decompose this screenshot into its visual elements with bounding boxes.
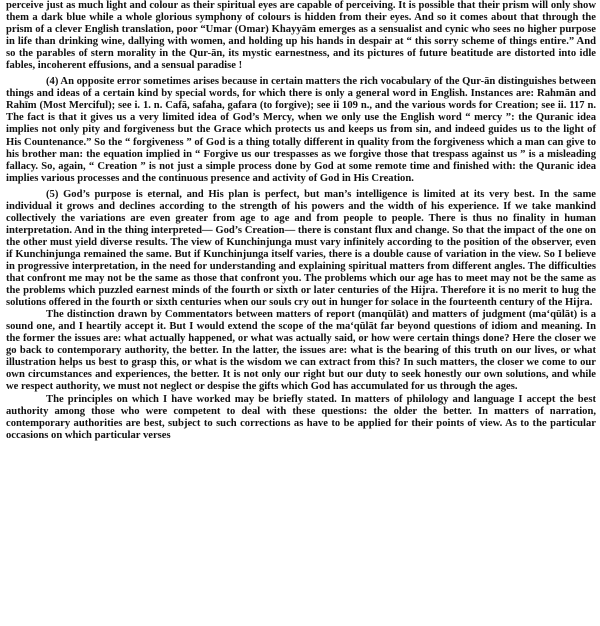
paragraph-point-5-interpretation: (5) God’s purpose is eternal, and His plan is perfect, but man’s intelligence is limited at its very best. In the same individual it grows and declines according to the strength of his powers and the width of his experience. If we take mankind collectively the variations are even greater from age to age and from people to people. There is thus no finality in human interpretation. And in the thing interpreted— God’s Creation— there is constant flux and change. So that the impact of the one on the other must yield diverse results. The view of Kunchinjunga must vary infinitely according to the position of the observer, even if Kunchinjunga remained the same. But if Kunchinjunga itself varies, there is a double cause of variation in the view. So I believe in progressive interpretation, in the need for understanding and explaining spiritual matters from different angles. The difficulties that confront me may not be the same as those that confront you. The problems which our age has to meet may not be the same as the problems which puzzled earnest minds of the fourth or sixth or later centuries of the Hijra. Therefore it is no merit to hug the solutions offered in the fourth or sixth centuries when our souls cry out in hunger for solace in the fourteenth century of the Hijra. [6,188,596,309]
paragraph-translation-prism: perceive just as much light and colour as their spiritual eyes are capable of perceiving. It is possible that their prism will only show them a dark blue while a whole glorious symphony of colours is hidden from their eyes. And so it comes about that through the prism of a clever English translation, poor “Umar (Omar) Khayyām emerges as a sensualist and cynic who sees no higher purpose in life than drinking wine, dallying with women, and holding up his hands in despair at “ this sorry scheme of things entire.” And so the parables of stern morality in the Qur-ān, its mystic earnestness, and its pictures of future beatitude are distorted into idle fables, incoherent effusions, and a sensual paradise ! [6,0,596,72]
paragraph-principles: The principles on which I have worked may be briefly stated. In matters of philology and language I accept the best authority among those who were competent to deal with these questions: the older the better. In matters of narration, contemporary authorities are best, subject to such corrections as have to be applied for their points of view. As to the particular occasions on which particular verses [6,393,596,441]
paragraph-report-and-judgment: The distinction drawn by Commentators between matters of report (manqūlāt) and matters of judgment (ma‘qūlāt) is a sound one, and I heartily accept it. But I would extend the scope of the ma‘qūlāt far beyond questions of idiom and meaning. In the former the issues are: what actually happened, or what was actually said, or how were certain things done? Here the closer we go back to contemporary authority, the better. In the latter, the issues are: what is the bearing of this truth on our lives, or what illustration helps us best to grasp this, or what is the wisdom we can extract from this? In such matters, the closer we come to our own circumstances and experiences, the better. It is not only our right but our duty to seek honestly our own solutions, and while we respect authority, we must not neglect or despise the gifts which God has accumulated for us through the ages. [6,309,596,393]
paragraph-point-4-vocabulary: (4) An opposite error sometimes arises because in certain matters the rich vocabulary of the Qur-ān distinguishes between things and ideas of a certain kind by special words, for which there is only a general word in English. Instances are: Rahmān and Rahīm (Most Merciful); see i. 1. n. Cafā, safaha, gafara (to forgive); see ii 109 n., and the various words for Creation; see ii. 117 n. The fact is that it gives us a very limited idea of God’s Mercy, when we only use the English word “ mercy ”: the Quranic idea implies not only pity and forgiveness but the Grace which protects us and keeps us from sin, and indeed guides us to the light of His Countenance.” So the “ forgiveness ” of God is a thing totally different in quality from the forgiveness which a man can give to his brother man: the equation implied in “ Forgive us our trespasses as we forgive those that trespass against us ” is a misleading fallacy. So, again, “ Creation ” is not just a simple process done by God at some remote time and finished with: the Quranic idea implies various processes and the continuous presence and activity of God in His Creation. [6,76,596,184]
